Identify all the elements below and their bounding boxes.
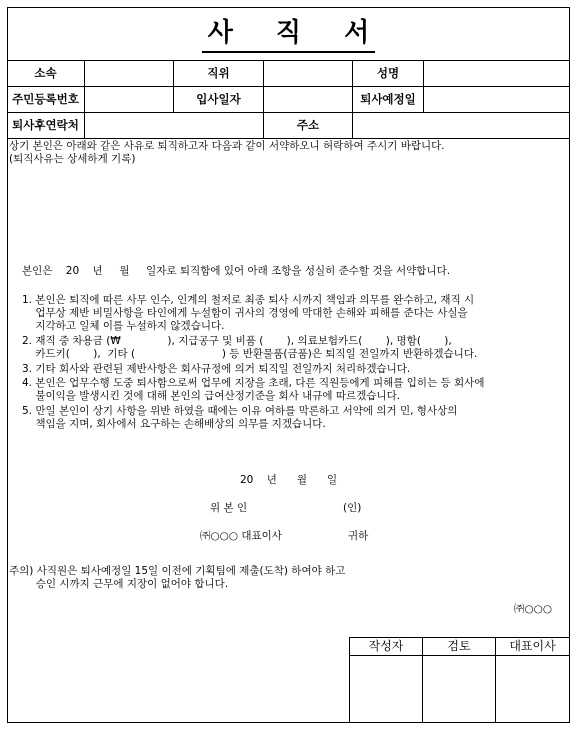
note-line-2: 승인 시까지 근무에 지장이 없어야 합니다.: [9, 578, 229, 590]
position-label: 직위: [207, 66, 230, 80]
dept-field[interactable]: [85, 61, 173, 86]
seal-mark: (인): [343, 502, 362, 514]
intro-line-2: (퇴직사유는 상세하게 기록): [9, 153, 136, 165]
clause-4-line-2: 불이익을 발생시킨 것에 대해 본인의 급여산정기준을 회사 내규에 따르겠습니다.: [22, 390, 401, 402]
clause-3: 3. 기타 회사와 관련된 제반사항은 회사규정에 의거 퇴직일 전일까지 처리하겠습니다.: [22, 363, 411, 375]
approval-review-label: 검토: [447, 639, 471, 653]
dept-label: 소속: [34, 66, 57, 80]
header-bottom-border: [7, 138, 570, 139]
resident-no-label: 주민등록번호: [12, 92, 79, 106]
company-mark: ㈜○○○: [514, 603, 552, 615]
address-label: 주소: [296, 118, 320, 132]
address-field[interactable]: [353, 113, 569, 138]
contact-field[interactable]: [85, 113, 263, 138]
recipient-honorific: 귀하: [348, 530, 369, 542]
clause-1-line-2: 업무상 제반 비밀사항을 타인에게 누설함이 귀사의 경영에 막대한 손해와 피해를 준다는 사실을: [22, 307, 468, 319]
page-title: [7, 12, 570, 53]
clause-4-line-1: 4. 본인은 업무수행 도중 퇴사함으로써 업무에 지장을 초래, 다른 직원등에게 피해를 입히는 등 회사에: [22, 377, 485, 389]
approval-ceo-label: 대표이사: [509, 639, 556, 653]
clause-1-line-3: 지각하고 일체 이를 누설하지 않겠습니다.: [22, 320, 225, 332]
clause-1-line-1: 1. 본인은 퇴직에 따른 사무 인수, 인계의 철저로 최종 퇴사 시까지 책임과 의무를 완수하고, 재직 시: [22, 294, 475, 306]
resident-no-field[interactable]: [85, 87, 173, 112]
clause-2-line-1: 2. 재직 중 차용금 (₩ ), 지급공구 및 비품 ( ), 의료보험카드( ), 명함( ),: [22, 335, 452, 347]
hire-date-label: 입사일자: [196, 92, 241, 106]
approval-author-sign-box[interactable]: [350, 656, 422, 722]
approval-review-sign-box[interactable]: [423, 656, 495, 722]
pledge-text: 본인은 20 년 월 일자로 퇴직함에 있어 아래 조항을 성실히 준수할 것을 서약합니다.: [22, 265, 451, 277]
note-line-1: 주의) 사직원은 퇴사예정일 15일 이전에 기획팀에 제출(도착) 하여야 하고: [9, 565, 346, 577]
page-title-text: 사 직 서: [202, 12, 375, 53]
clause-5-line-2: 책임을 지며, 회사에서 요구하는 손해배상의 의무를 지겠습니다.: [22, 418, 326, 430]
clause-5-line-1: 5. 만일 본인이 상기 사항을 위반 하였을 때에는 이유 여하를 막론하고 서약에 의거 민, 형사상의: [22, 405, 458, 417]
clause-2-line-2: 카드키( ), 기타 ( ) 등 반환물품(금품)은 퇴직일 전일까지 반환하겠습니다.: [22, 348, 478, 360]
date-line: 20 년 월 일: [240, 474, 338, 486]
resign-date-label: 퇴사예정일: [360, 92, 416, 106]
intro-line-1: 상기 본인은 아래와 같은 사유로 퇴직하고자 다음과 같이 서약하오니 허락하여 주시기 바랍니다.: [9, 140, 445, 152]
name-field[interactable]: [424, 61, 569, 86]
resign-date-field[interactable]: [424, 87, 569, 112]
recipient-company: ㈜○○○ 대표이사: [200, 530, 282, 542]
approval-author-label: 작성자: [368, 639, 404, 653]
position-field[interactable]: [264, 61, 352, 86]
name-label: 성명: [376, 66, 400, 80]
contact-label: 퇴사후연락처: [12, 118, 79, 132]
reason-area[interactable]: [9, 168, 567, 260]
approval-ceo-sign-box[interactable]: [496, 656, 569, 722]
hire-date-field[interactable]: [264, 87, 352, 112]
signer-label: 위 본 인: [210, 502, 248, 514]
